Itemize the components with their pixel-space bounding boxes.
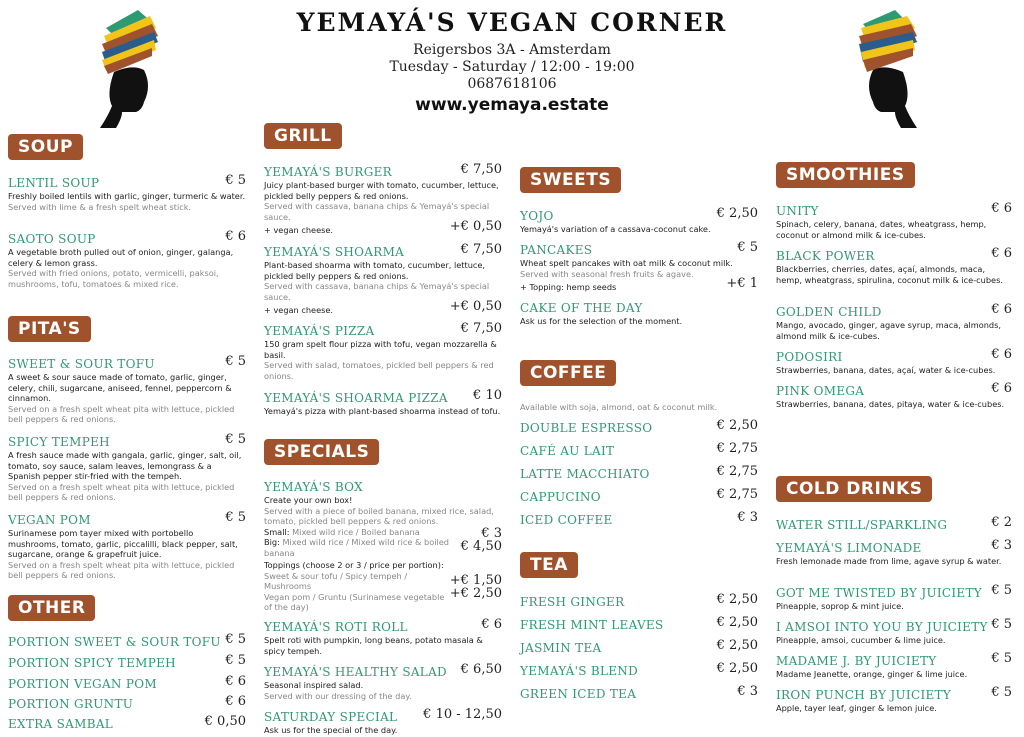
menu-item	[776, 347, 1012, 376]
item-price: € 5	[225, 632, 246, 647]
item-note: Served with salad, tomatoes, pickled bell peppers & red onions.	[264, 360, 494, 381]
menu-item	[776, 617, 1012, 646]
menu-item	[520, 441, 758, 459]
item-name: DOUBLE ESPRESSO	[520, 421, 653, 435]
item-name: YEMAYÁ'S LIMONADE	[776, 541, 922, 555]
item-description: 150 gram spelt flour pizza with tofu, vegan mozzarella & basil.	[264, 339, 497, 360]
menu-item	[520, 206, 758, 235]
item-description: Strawberries, banana, dates, açaí, water & ice-cubes.	[776, 365, 996, 375]
item-price: € 5	[991, 651, 1012, 666]
menu-item	[8, 653, 246, 671]
menu-item	[264, 162, 502, 236]
item-name: YEMAYÁ'S PIZZA	[264, 324, 375, 338]
item-description: Yemayá's pizza with plant-based shoarma instead of tofu.	[264, 406, 501, 416]
item-price: € 2,50	[716, 615, 758, 630]
size-price: € 4,50	[460, 539, 502, 554]
menu-item	[776, 246, 1012, 285]
item-description: Seasonal inspired salad.	[264, 680, 364, 690]
item-note: Served with lime & a fresh spelt wheat stick.	[8, 201, 192, 212]
item-description: Madame Jeanette, orange, ginger & lime juice.	[776, 669, 968, 679]
item-name: YEMAYÁ'S BURGER	[264, 165, 392, 179]
menu-item	[264, 242, 502, 316]
menu-item	[776, 685, 1012, 714]
item-name: CAKE OF THE DAY	[520, 301, 643, 315]
item-name: IRON PUNCH BY JUICIETY	[776, 688, 952, 702]
menu-item	[8, 694, 246, 712]
topping-options: Sweet & sour tofu / Spicy tempeh / Mushrooms	[264, 570, 408, 591]
website-link[interactable]: www.yemaya.estate	[415, 95, 609, 115]
item-name: PODOSIRI	[776, 350, 843, 364]
menu-item	[8, 714, 246, 732]
item-price: € 5	[225, 432, 246, 447]
item-price: € 6	[225, 694, 246, 709]
item-description: Spelt roti with pumpkin, long beans, potato masala & spicy tempeh.	[264, 635, 483, 656]
item-price: € 5	[737, 240, 758, 255]
item-name: SAOTO SOUP	[8, 232, 96, 246]
item-price: € 6	[991, 347, 1012, 362]
item-extra-price: +€ 1	[726, 276, 758, 291]
item-description: Wheat spelt pancakes with oat milk & coconut milk.	[520, 258, 733, 268]
item-name: YEMAYÁ'S HEALTHY SALAD	[264, 665, 447, 679]
menu-item	[776, 515, 1012, 533]
item-description: A sweet & sour sauce made of tomato, garlic, ginger, celery, chili, sugarcane, aniseed, fennel, peppercorn & cinnamon.	[8, 372, 232, 403]
item-name: FRESH GINGER	[520, 595, 625, 609]
menu-item	[520, 487, 758, 505]
menu-item	[520, 464, 758, 482]
item-price: € 2,50	[716, 592, 758, 607]
item-name: FRESH MINT LEAVES	[520, 618, 664, 632]
menu-item	[776, 302, 1012, 341]
item-price: € 2,75	[716, 487, 758, 502]
item-price: € 10 - 12,50	[423, 707, 502, 722]
item-price: € 2,50	[716, 418, 758, 433]
item-description: Ask us for the selection of the moment.	[520, 316, 683, 326]
item-extra: + vegan cheese.	[264, 225, 334, 235]
coffee-milk-note: Available with soja, almond, oat & coconut milk.	[520, 402, 718, 412]
item-name: YEMAYÁ'S BLEND	[520, 664, 639, 678]
item-description: Pineapple, amsoi, cucumber & lime juice.	[776, 635, 946, 645]
topping-price: +€ 2,50	[449, 586, 502, 601]
size-price: € 3	[481, 526, 502, 541]
item-price: € 6,50	[460, 662, 502, 677]
size-label: Big:	[264, 537, 280, 547]
item-name: CAPPUCINO	[520, 490, 601, 504]
item-name: SPICY TEMPEH	[8, 435, 110, 449]
item-name: ICED COFFEE	[520, 513, 613, 527]
menu-item	[776, 538, 1012, 567]
item-price: € 2,50	[716, 638, 758, 653]
item-price: € 7,50	[460, 321, 502, 336]
item-price: € 2,75	[716, 441, 758, 456]
item-note: Served with seasonal fresh fruits & agave.	[520, 268, 694, 279]
menu-header	[0, 0, 1024, 120]
menu-item	[264, 707, 502, 736]
menu-item	[520, 684, 758, 702]
item-name: YOJO	[520, 209, 554, 223]
item-note: Served with our dressing of the day.	[264, 690, 412, 701]
item-name: I AMSOI INTO YOU BY JUICIETY	[776, 620, 988, 634]
menu-item	[8, 674, 246, 692]
item-price: € 6	[991, 302, 1012, 317]
item-price: € 6	[225, 229, 246, 244]
item-note: Served with cassava, banana chips & Yemayá's special sauce.	[264, 201, 490, 222]
item-name: SATURDAY SPECIAL	[264, 710, 398, 724]
section-heading-grill: GRILL	[264, 123, 342, 149]
item-name: YEMAYÁ'S BOX	[264, 480, 363, 494]
item-extra-price: +€ 0,50	[449, 299, 502, 314]
topping-options: Vegan pom / Gruntu (Surinamese vegetable of the day)	[264, 591, 445, 612]
item-price: € 5	[225, 354, 246, 369]
item-description: Spinach, celery, banana, dates, wheatgrass, hemp, coconut or almond milk & ice-cubes.	[776, 219, 987, 240]
menu-item	[520, 240, 758, 293]
item-description: Blackberries, cherries, dates, açaí, almonds, maca, hemp, wheatgrass, spirulina, coconut milk & ice-cubes.	[776, 264, 1003, 285]
toppings-label: Toppings (choose 2 or 3 / price per portion):	[264, 560, 444, 570]
menu-item	[8, 229, 246, 289]
item-name: UNITY	[776, 204, 819, 218]
item-note: Served on a fresh spelt wheat pita with lettuce, pickled bell peppers & red onions.	[8, 403, 235, 424]
menu-item	[8, 354, 246, 425]
menu-item	[776, 381, 1012, 410]
menu-item	[8, 632, 246, 650]
item-note: Served with a piece of boiled banana, mixed rice, salad, tomato, pickled bell peppers & red onions.	[264, 505, 494, 526]
section-heading-tea: TEA	[520, 552, 578, 578]
size-label: Small:	[264, 526, 290, 537]
item-name: YEMAYÁ'S ROTI ROLL	[264, 620, 408, 634]
menu-item	[520, 418, 758, 436]
menu-item	[520, 661, 758, 679]
item-name: LENTIL SOUP	[8, 176, 100, 190]
opening-hours: Tuesday - Saturday / 12:00 - 19:00	[389, 59, 635, 75]
menu-item	[776, 201, 1012, 240]
item-description: Surinamese pom tayer mixed with portobello mushrooms, tomato, garlic, piccalilli, black pepper, salt, sugarcane, orange & grapefruit juice.	[8, 528, 238, 559]
item-description: Pineapple, soprop & mint juice.	[776, 601, 904, 611]
item-description: Yemayá's variation of a cassava-coconut cake.	[520, 224, 711, 234]
item-description: A vegetable broth pulled out of onion, ginger, galanga, celery & lemon grass.	[8, 247, 234, 268]
item-price: € 6	[991, 201, 1012, 216]
section-heading-coffee: COFFEE	[520, 360, 616, 386]
item-note: Served on a fresh spelt wheat pita with lettuce, pickled bell peppers & red onions.	[8, 481, 235, 502]
item-description: Apple, tayer leaf, ginger & lemon juice.	[776, 703, 937, 713]
restaurant-title: YEMAYÁ'S VEGAN CORNER	[296, 8, 728, 37]
item-description: Ask us for the special of the day.	[264, 725, 398, 735]
item-description: A fresh sauce made with gangala, garlic, ginger, salt, oil, tomato, soy sauce, salam leaves, lemongrass & a Spanish pepper stir-fried with the tempeh.	[8, 450, 242, 481]
menu-item	[264, 321, 502, 381]
menu-item	[520, 592, 758, 610]
item-price: € 5	[991, 685, 1012, 700]
item-price: € 6	[991, 246, 1012, 261]
item-price: € 5	[225, 653, 246, 668]
menu-item	[8, 173, 246, 212]
item-price: € 10	[473, 388, 502, 403]
section-heading-cold-drinks: COLD DRINKS	[776, 476, 932, 502]
section-heading-sweets: SWEETS	[520, 167, 621, 193]
section-heading-specials: SPECIALS	[264, 439, 379, 465]
size-options: Mixed wild rice / Mixed wild rice & boiled banana	[264, 537, 450, 558]
item-price: € 6	[991, 381, 1012, 396]
menu-item-box	[264, 480, 502, 613]
item-note: Served on a fresh spelt wheat pita with lettuce, pickled bell peppers & red onions.	[8, 559, 235, 580]
item-price: € 7,50	[460, 242, 502, 257]
item-price: € 3	[991, 538, 1012, 553]
item-name: YEMAYÁ'S SHOARMA PIZZA	[264, 391, 448, 405]
item-name: EXTRA SAMBAL	[8, 717, 114, 731]
section-heading-pitas: PITA'S	[8, 316, 91, 342]
item-name: VEGAN POM	[8, 513, 91, 527]
section-heading-smoothies: SMOOTHIES	[776, 162, 915, 188]
menu-item	[520, 638, 758, 656]
item-name: GREEN ICED TEA	[520, 687, 637, 701]
item-name: CAFÉ AU LAIT	[520, 444, 615, 458]
menu-item	[264, 662, 502, 701]
item-description: Freshly boiled lentils with garlic, ginger, turmeric & water.	[8, 191, 246, 201]
item-price: € 5	[225, 173, 246, 188]
item-extra: + vegan cheese.	[264, 305, 334, 315]
item-extra-price: +€ 0,50	[449, 219, 502, 234]
menu-item	[264, 388, 502, 417]
item-name: JASMIN TEA	[520, 641, 602, 655]
menu-item	[8, 432, 246, 503]
item-note: Served with fried onions, potato, vermicelli, paksoi, mushrooms, tofu, tomatoes & mixed rice.	[8, 268, 219, 289]
item-price: € 5	[991, 617, 1012, 632]
menu-item	[8, 510, 246, 581]
item-price: € 0,50	[204, 714, 246, 729]
item-name: WATER STILL/SPARKLING	[776, 518, 948, 532]
item-name: GOLDEN CHILD	[776, 305, 882, 319]
item-name: BLACK POWER	[776, 249, 875, 263]
menu-item	[776, 583, 1012, 612]
section-heading-soup: SOUP	[8, 134, 83, 160]
item-name: SWEET & SOUR TOFU	[8, 357, 155, 371]
item-name: PORTION SWEET & SOUR TOFU	[8, 635, 221, 649]
item-name: PORTION SPICY TEMPEH	[8, 656, 176, 670]
menu-item	[520, 301, 758, 327]
item-price: € 5	[225, 510, 246, 525]
item-price: € 2	[991, 515, 1012, 530]
item-price: € 2,75	[716, 464, 758, 479]
menu-item	[520, 510, 758, 528]
menu-item	[264, 617, 502, 656]
item-description: Mango, avocado, ginger, agave syrup, maca, almonds, almond milk & ice-cubes.	[776, 320, 1001, 341]
item-name: PORTION VEGAN POM	[8, 677, 157, 691]
topping-price: +€ 1,50	[449, 573, 502, 588]
item-name: LATTE MACCHIATO	[520, 467, 650, 481]
size-options: Mixed wild rice / Boiled banana	[292, 526, 420, 537]
section-heading-other: OTHER	[8, 595, 95, 621]
item-price: € 5	[991, 583, 1012, 598]
item-description: Juicy plant-based burger with tomato, cucumber, lettuce, pickled belly peppers & red onions.	[264, 180, 499, 201]
item-extra: + Topping: hemp seeds	[520, 282, 617, 292]
item-name: PORTION GRUNTU	[8, 697, 134, 711]
phone-number: 0687618106	[467, 76, 557, 92]
item-description: Fresh lemonade made from lime, agave syrup & water.	[776, 556, 1002, 566]
item-name: GOT ME TWISTED BY JUICIETY	[776, 586, 983, 600]
menu-item	[520, 615, 758, 633]
item-price: € 6	[481, 617, 502, 632]
item-description: Plant-based shoarma with tomato, cucumber, lettuce, pickled belly peppers & red onions.	[264, 260, 486, 281]
item-price: € 2,50	[716, 206, 758, 221]
item-name: MADAME J. BY JUICIETY	[776, 654, 937, 668]
address: Reigersbos 3A - Amsterdam	[413, 42, 611, 58]
item-price: € 2,50	[716, 661, 758, 676]
item-price: € 6	[225, 674, 246, 689]
item-note: Served with cassava, banana chips & Yemayá's special sauce.	[264, 281, 490, 302]
item-name: YEMAYÁ'S SHOARMA	[264, 245, 405, 259]
item-price: € 3	[737, 510, 758, 525]
menu-item	[776, 651, 1012, 680]
item-name: PINK OMEGA	[776, 384, 865, 398]
item-price: € 7,50	[460, 162, 502, 177]
item-description: Strawberries, banana, dates, pitaya, water & ice-cubes.	[776, 399, 1005, 409]
item-price: € 3	[737, 684, 758, 699]
item-description: Create your own box!	[264, 495, 353, 505]
item-name: PANCAKES	[520, 243, 593, 257]
